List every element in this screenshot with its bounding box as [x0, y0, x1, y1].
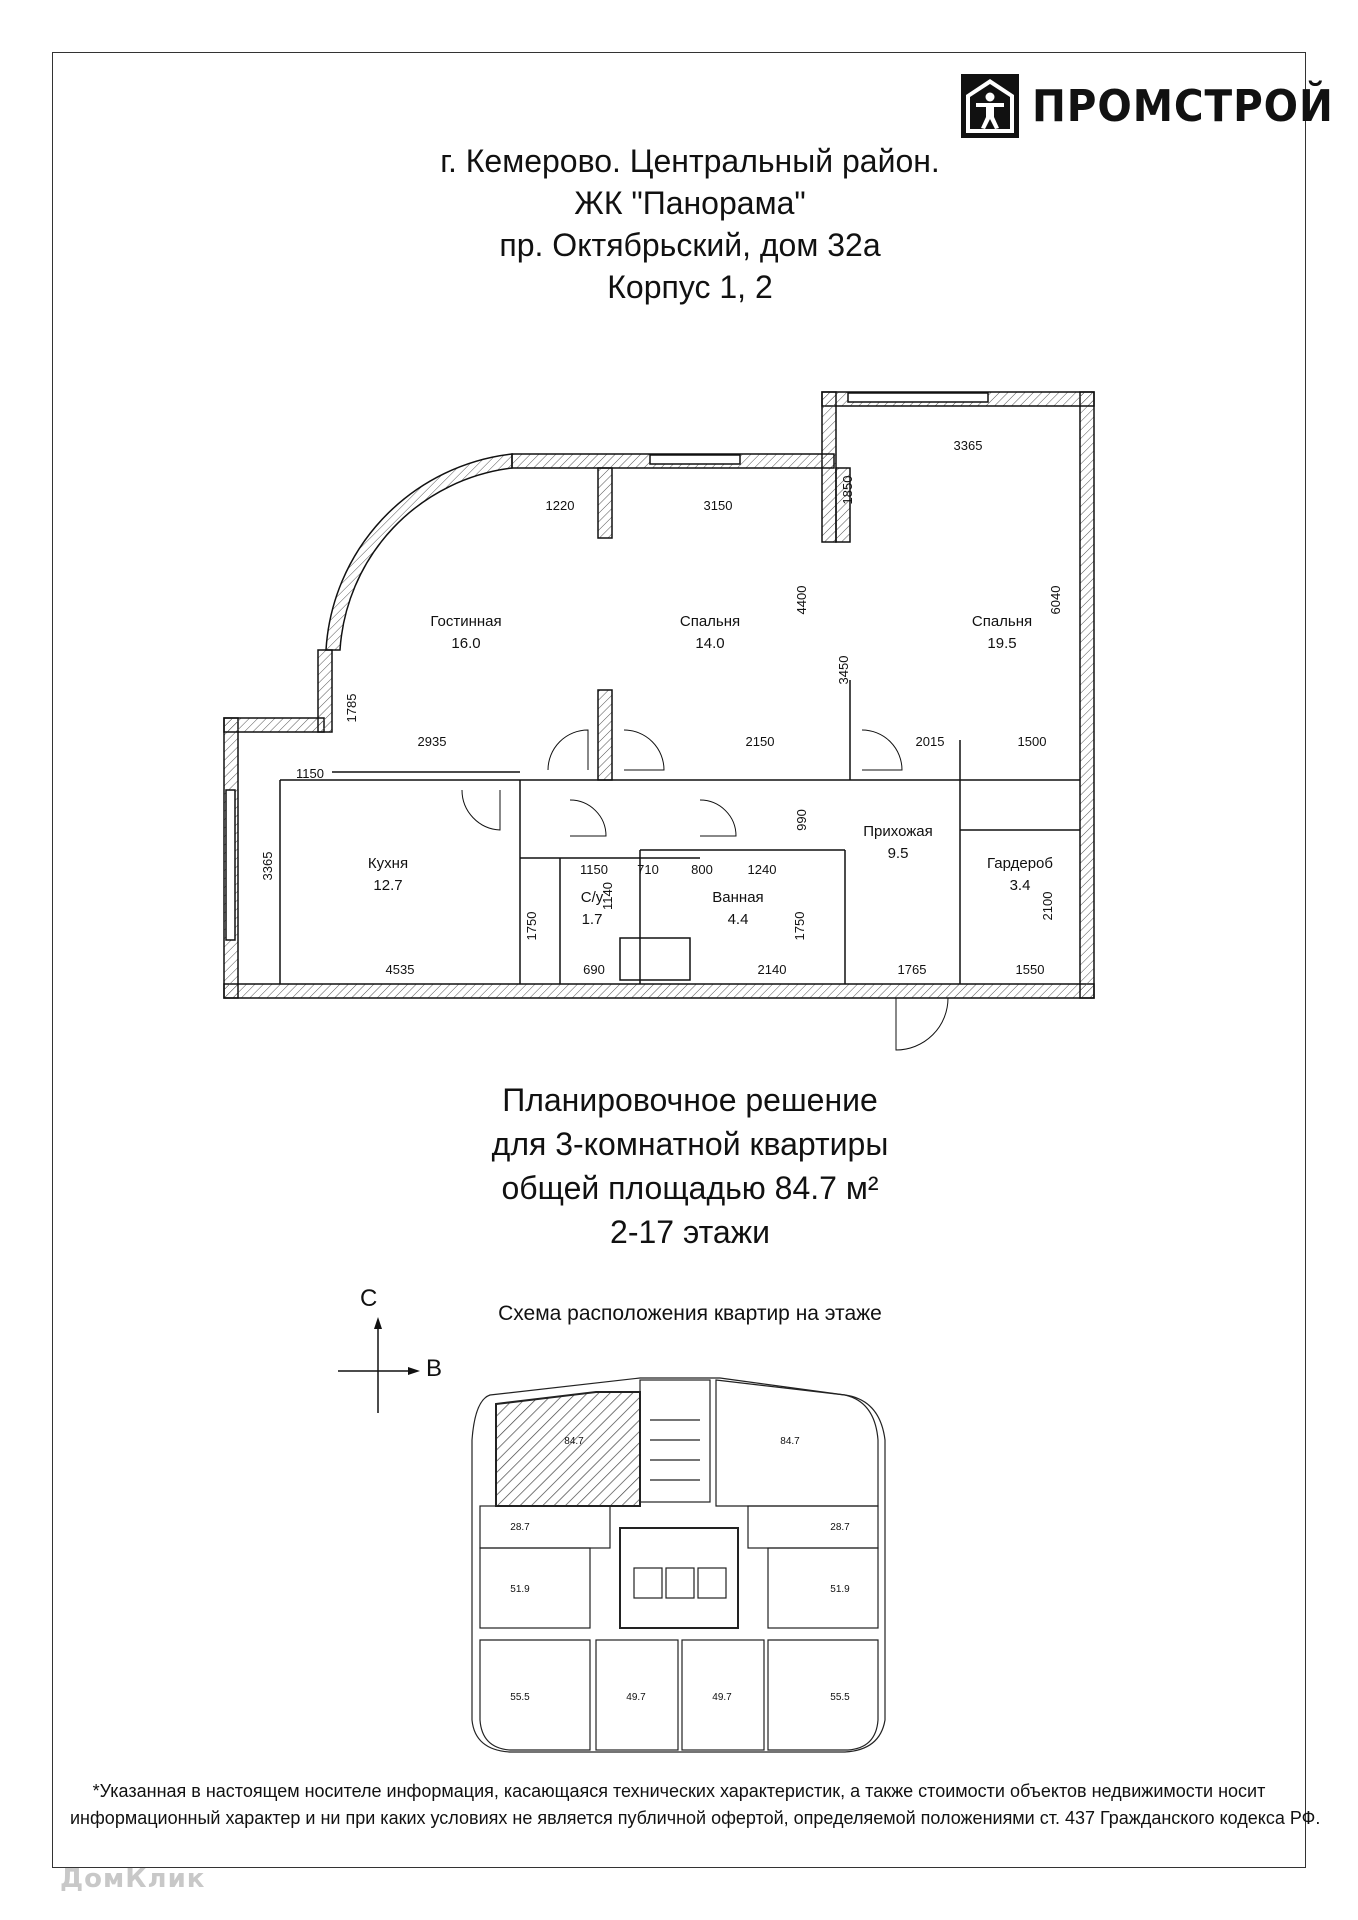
scheme-area: 51.9	[510, 1584, 530, 1595]
disclaimer-line-2: информационный характер и ни при каких условиях не является публичной офертой, определяемой положениями ст. 437 Гражданского кодекса РФ.	[70, 1808, 1321, 1828]
compass-north-label: С	[360, 1285, 378, 1312]
dim-label: 2140	[757, 962, 787, 977]
dim-label: 1140	[600, 882, 615, 910]
disclaimer	[70, 1778, 1321, 1832]
title-line-1: Планировочное решение	[502, 1082, 878, 1118]
dim-label: 800	[691, 862, 713, 877]
elevator-shaft	[666, 1568, 694, 1598]
logo-text: ПРОМСТРОЙ	[1032, 80, 1334, 132]
dim-label: 1150	[296, 766, 324, 781]
elevator-core	[620, 1528, 738, 1628]
scheme-area: 55.5	[830, 1692, 850, 1703]
dim-label: 1240	[747, 862, 777, 877]
dim-label: 3450	[836, 655, 851, 685]
watermark: ДомКлик	[60, 1864, 206, 1894]
dim-label: 6040	[1048, 585, 1063, 615]
room-area-hallway: 9.5	[887, 845, 909, 862]
room-area-bedroom-2: 19.5	[987, 635, 1017, 652]
dim-label: 1550	[1015, 962, 1045, 977]
room-area-wardrobe: 3.4	[1009, 877, 1031, 894]
dim-label: 1750	[524, 911, 539, 941]
dim-label: 2150	[745, 734, 775, 749]
dim-label: 3365	[953, 438, 983, 453]
elevator-shaft	[698, 1568, 726, 1598]
dim-label: 1500	[1017, 734, 1047, 749]
scheme-area: 49.7	[712, 1692, 732, 1703]
room-name-bedroom-1: Спальня	[679, 613, 741, 630]
scheme-area: 84.7	[564, 1436, 584, 1447]
selected-apartment	[496, 1392, 640, 1506]
title-line-4: 2-17 этажи	[610, 1214, 770, 1250]
dim-label: 2935	[417, 734, 447, 749]
scheme-area: 51.9	[830, 1584, 850, 1595]
room-area-bedroom-1: 14.0	[695, 635, 725, 652]
elevator-shaft	[634, 1568, 662, 1598]
room-area-bathroom: 4.4	[727, 911, 749, 928]
dim-label: 1750	[792, 911, 807, 941]
dim-label: 1785	[344, 693, 359, 723]
title-line-2: для 3-комнатной квартиры	[491, 1126, 889, 1162]
dim-label: 2100	[1040, 891, 1055, 921]
dim-label: 1220	[545, 498, 575, 513]
apartment-outline	[480, 1506, 610, 1548]
disclaimer-line-1: *Указанная в настоящем носителе информация, касающаяся технических характеристик, а также стоимости объектов недвижимости носит	[92, 1781, 1266, 1801]
room-name-wardrobe: Гардероб	[987, 855, 1053, 872]
dim-label: 710	[637, 862, 659, 877]
title-line-3: общей площадью 84.7 м²	[501, 1170, 879, 1206]
apartment-outline	[480, 1640, 590, 1750]
apartment-outline	[748, 1506, 878, 1548]
dim-label: 4400	[794, 585, 809, 615]
apartment-outline	[480, 1548, 590, 1628]
header-street: пр. Октябрьский, дом 32а	[499, 227, 881, 263]
dim-label: 1765	[897, 962, 927, 977]
apartment-outline	[768, 1640, 878, 1750]
scheme-area: 84.7	[780, 1436, 800, 1447]
room-name-bedroom-2: Спальня	[971, 613, 1033, 630]
header-city: г. Кемерово. Центральный район.	[440, 143, 940, 179]
dim-label: 690	[583, 962, 605, 977]
header-building: Корпус 1, 2	[607, 269, 773, 305]
apartment-outline	[768, 1548, 878, 1628]
header-complex: ЖК "Панорама"	[574, 185, 806, 221]
room-area-kitchen: 12.7	[373, 877, 403, 894]
scheme-area: 28.7	[830, 1522, 850, 1533]
room-area-wc: 1.7	[581, 911, 603, 928]
scheme-area: 55.5	[510, 1692, 530, 1703]
scheme-area: 28.7	[510, 1522, 530, 1533]
room-name-bathroom: Ванная	[712, 889, 764, 906]
dim-label: 3365	[260, 851, 275, 881]
room-name-living: Гостинная	[430, 613, 502, 630]
scheme-area: 49.7	[626, 1692, 646, 1703]
dim-label: 990	[794, 809, 809, 831]
dim-label: 1150	[580, 862, 608, 877]
dim-label: 1850	[840, 475, 855, 505]
room-name-wc: С/у	[580, 889, 604, 906]
room-name-kitchen: Кухня	[367, 855, 409, 872]
dim-label: 4535	[385, 962, 415, 977]
stair-core	[640, 1380, 710, 1502]
dim-label: 3150	[703, 498, 733, 513]
dim-label: 2015	[915, 734, 945, 749]
room-name-hallway: Прихожая	[863, 823, 933, 840]
compass-east-label: В	[426, 1355, 443, 1382]
scheme-title: Схема расположения квартир на этаже	[498, 1302, 882, 1325]
room-area-living: 16.0	[451, 635, 481, 652]
